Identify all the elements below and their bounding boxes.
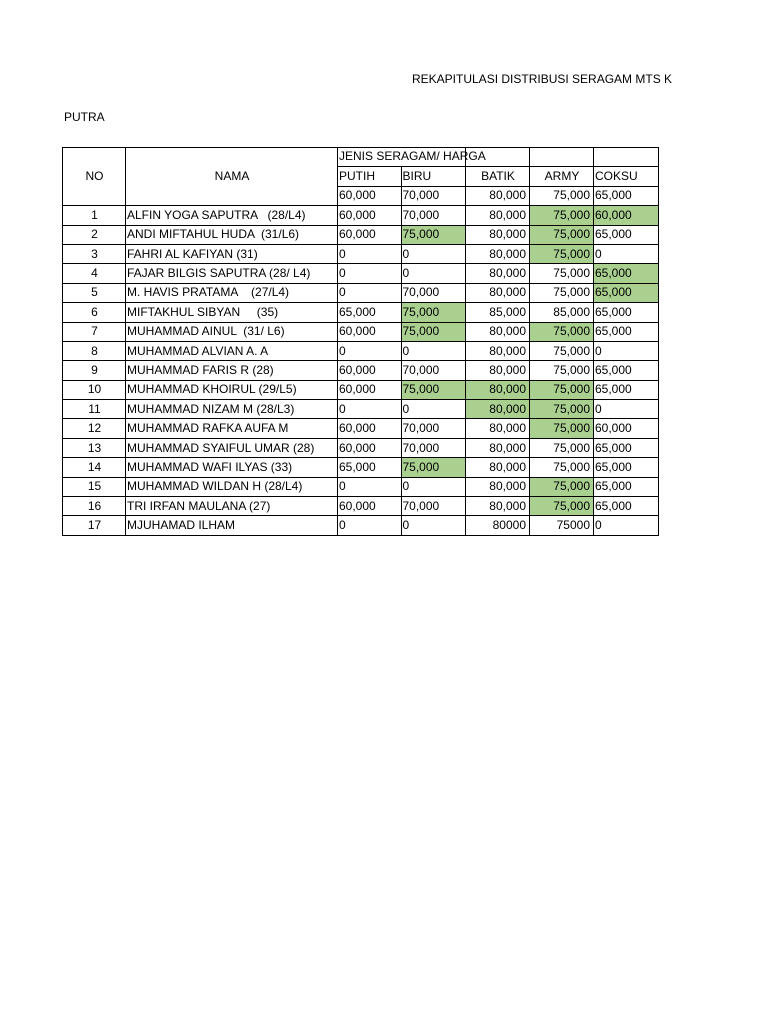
row-coksu: 65,000	[594, 458, 659, 477]
row-nama: MUHAMMAD NIZAM M (28/L3)	[126, 400, 338, 419]
row-batik: 80,000	[466, 322, 530, 341]
row-no: 11	[63, 400, 126, 419]
row-coksu: 0	[594, 400, 659, 419]
row-no: 3	[63, 244, 126, 263]
row-putih: 0	[338, 477, 402, 496]
row-nama: MUHAMMAD RAFKA AUFA M	[126, 419, 338, 438]
row-batik: 80,000	[466, 341, 530, 360]
row-nama: M. HAVIS PRATAMA (27/L4)	[126, 283, 338, 302]
row-coksu: 65,000	[594, 322, 659, 341]
row-biru: 75,000	[401, 380, 466, 399]
row-no: 7	[63, 322, 126, 341]
row-nama: MUHAMMAD SYAIFUL UMAR (28)	[126, 438, 338, 457]
row-no: 17	[63, 516, 126, 535]
row-batik: 80,000	[466, 225, 530, 244]
row-biru: 70,000	[401, 419, 466, 438]
uniform-distribution-table	[62, 147, 659, 536]
row-army: 75000	[530, 516, 594, 535]
row-batik: 80,000	[466, 438, 530, 457]
row-coksu: 65,000	[594, 264, 659, 283]
header-coksu: COKSU	[594, 167, 659, 186]
row-putih: 65,000	[338, 303, 402, 322]
row-putih: 60,000	[338, 361, 402, 380]
row-putih: 0	[338, 264, 402, 283]
row-army: 75,000	[530, 283, 594, 302]
table-row	[63, 380, 659, 399]
row-army: 85,000	[530, 303, 594, 322]
row-biru: 70,000	[401, 497, 466, 516]
row-coksu: 65,000	[594, 225, 659, 244]
row-coksu: 65,000	[594, 477, 659, 496]
row-nama: MUHAMMAD KHOIRUL (29/L5)	[126, 380, 338, 399]
row-nama: MUHAMMAD AINUL (31/ L6)	[126, 322, 338, 341]
row-putih: 0	[338, 283, 402, 302]
table-row	[63, 438, 659, 457]
row-no: 12	[63, 419, 126, 438]
price-batik: 80,000	[466, 186, 530, 205]
row-nama: ALFIN YOGA SAPUTRA (28/L4)	[126, 206, 338, 225]
report-title: REKAPITULASI DISTRIBUSI SERAGAM MTS K	[412, 72, 673, 86]
price-biru: 70,000	[401, 186, 466, 205]
row-no: 5	[63, 283, 126, 302]
table-row	[63, 458, 659, 477]
row-biru: 75,000	[401, 303, 466, 322]
row-biru: 75,000	[401, 225, 466, 244]
table-row	[63, 206, 659, 225]
row-putih: 60,000	[338, 206, 402, 225]
row-putih: 60,000	[338, 419, 402, 438]
row-army: 75,000	[530, 361, 594, 380]
row-coksu: 65,000	[594, 303, 659, 322]
row-batik: 80,000	[466, 400, 530, 419]
row-batik: 80,000	[466, 477, 530, 496]
row-putih: 65,000	[338, 458, 402, 477]
row-no: 6	[63, 303, 126, 322]
table-row	[63, 497, 659, 516]
table-row	[63, 477, 659, 496]
row-batik: 80,000	[466, 264, 530, 283]
table-row	[63, 419, 659, 438]
row-nama: ANDI MIFTAHUL HUDA (31/L6)	[126, 225, 338, 244]
row-putih: 0	[338, 400, 402, 419]
row-biru: 75,000	[401, 458, 466, 477]
row-no: 13	[63, 438, 126, 457]
row-army: 75,000	[530, 341, 594, 360]
row-army: 75,000	[530, 264, 594, 283]
table-row	[63, 341, 659, 360]
row-coksu: 0	[594, 516, 659, 535]
row-coksu: 65,000	[594, 497, 659, 516]
row-batik: 80,000	[466, 361, 530, 380]
row-batik: 80,000	[466, 206, 530, 225]
row-no: 14	[63, 458, 126, 477]
row-batik: 80,000	[466, 497, 530, 516]
row-putih: 60,000	[338, 497, 402, 516]
row-nama: FAHRI AL KAFIYAN (31)	[126, 244, 338, 263]
row-no: 4	[63, 264, 126, 283]
header-group-cell	[338, 148, 486, 167]
row-batik: 80,000	[466, 458, 530, 477]
row-putih: 60,000	[338, 438, 402, 457]
row-biru: 0	[401, 477, 466, 496]
row-biru: 0	[401, 341, 466, 360]
header-group-label: JENIS SERAGAM/ HARGA	[339, 149, 486, 163]
row-army: 75,000	[530, 244, 594, 263]
table-row	[63, 283, 659, 302]
row-nama: MUHAMMAD FARIS R (28)	[126, 361, 338, 380]
header-nama: NAMA	[126, 148, 338, 206]
header-group-cell-4	[530, 148, 594, 167]
row-army: 75,000	[530, 225, 594, 244]
row-nama: MUHAMMAD ALVIAN A. A	[126, 341, 338, 360]
row-batik: 80,000	[466, 283, 530, 302]
row-army: 75,000	[530, 419, 594, 438]
header-no: NO	[63, 148, 126, 206]
row-biru: 70,000	[401, 283, 466, 302]
row-army: 75,000	[530, 400, 594, 419]
row-biru: 0	[401, 516, 466, 535]
row-coksu: 0	[594, 244, 659, 263]
price-coksu: 65,000	[594, 186, 659, 205]
row-biru: 75,000	[401, 322, 466, 341]
table-row	[63, 244, 659, 263]
row-no: 16	[63, 497, 126, 516]
row-coksu: 0	[594, 341, 659, 360]
row-coksu: 65,000	[594, 361, 659, 380]
row-putih: 0	[338, 244, 402, 263]
row-batik: 80,000	[466, 380, 530, 399]
row-biru: 70,000	[401, 206, 466, 225]
table-row	[63, 322, 659, 341]
row-army: 75,000	[530, 438, 594, 457]
row-putih: 0	[338, 341, 402, 360]
header-batik: BATIK	[466, 167, 530, 186]
row-army: 75,000	[530, 497, 594, 516]
table-row	[63, 361, 659, 380]
row-biru: 70,000	[401, 361, 466, 380]
row-army: 75,000	[530, 322, 594, 341]
price-putih: 60,000	[338, 186, 402, 205]
price-army: 75,000	[530, 186, 594, 205]
header-army: ARMY	[530, 167, 594, 186]
row-army: 75,000	[530, 206, 594, 225]
table-row	[63, 516, 659, 535]
header-row-group	[63, 148, 659, 167]
row-army: 75,000	[530, 380, 594, 399]
header-group-cell-5	[594, 148, 659, 167]
table-row	[63, 303, 659, 322]
row-biru: 0	[401, 264, 466, 283]
row-nama: FAJAR BILGIS SAPUTRA (28/ L4)	[126, 264, 338, 283]
row-batik: 80,000	[466, 244, 530, 263]
row-putih: 60,000	[338, 380, 402, 399]
row-biru: 0	[401, 244, 466, 263]
row-no: 10	[63, 380, 126, 399]
row-no: 9	[63, 361, 126, 380]
row-nama: TRI IRFAN MAULANA (27)	[126, 497, 338, 516]
row-biru: 0	[401, 400, 466, 419]
row-coksu: 65,000	[594, 380, 659, 399]
row-batik: 85,000	[466, 303, 530, 322]
header-putih: PUTIH	[338, 167, 402, 186]
row-coksu: 60,000	[594, 206, 659, 225]
row-nama: MIFTAKHUL SIBYAN (35)	[126, 303, 338, 322]
row-nama: MJUHAMAD ILHAM	[126, 516, 338, 535]
row-batik: 80000	[466, 516, 530, 535]
row-nama: MUHAMMAD WAFI ILYAS (33)	[126, 458, 338, 477]
row-putih: 60,000	[338, 322, 402, 341]
row-biru: 70,000	[401, 438, 466, 457]
row-coksu: 65,000	[594, 438, 659, 457]
table-row	[63, 400, 659, 419]
table-row	[63, 264, 659, 283]
row-putih: 0	[338, 516, 402, 535]
row-no: 1	[63, 206, 126, 225]
row-coksu: 60,000	[594, 419, 659, 438]
row-army: 75,000	[530, 477, 594, 496]
row-batik: 80,000	[466, 419, 530, 438]
row-no: 8	[63, 341, 126, 360]
table-row	[63, 225, 659, 244]
row-army: 75,000	[530, 458, 594, 477]
row-nama: MUHAMMAD WILDAN H (28/L4)	[126, 477, 338, 496]
row-coksu: 65,000	[594, 283, 659, 302]
row-no: 2	[63, 225, 126, 244]
row-no: 15	[63, 477, 126, 496]
row-putih: 60,000	[338, 225, 402, 244]
section-label: PUTRA	[64, 110, 105, 124]
header-biru: BIRU	[401, 167, 466, 186]
